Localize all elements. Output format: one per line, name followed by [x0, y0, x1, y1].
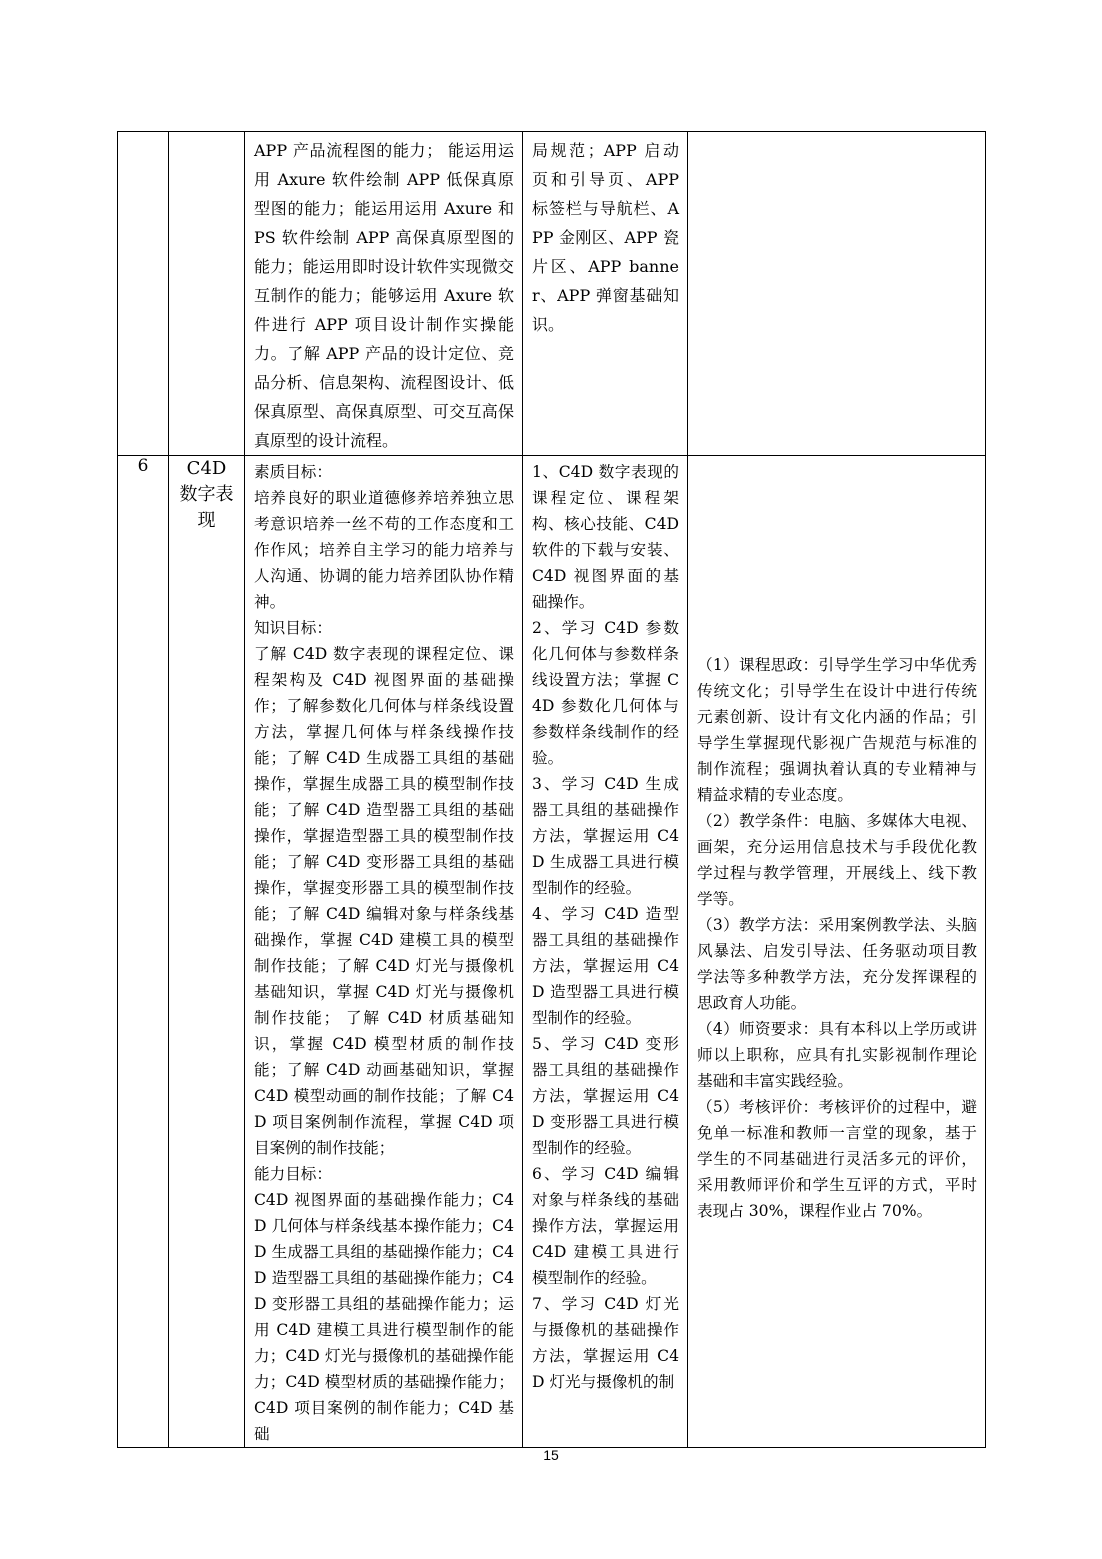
course-number: 6: [137, 456, 149, 476]
number-cell: [118, 456, 169, 1448]
content-cell: [523, 132, 688, 456]
page-number: 15: [543, 1447, 559, 1463]
table-row: [118, 132, 986, 456]
content-text: 局规范；APP 启动页和引导页、APP 标签栏与导航栏、APP 金刚区、APP 瓷片区、APP banner、APP 弹窗基础知识。: [532, 141, 679, 334]
content-cell: [523, 456, 688, 1448]
objectives-cell: [245, 456, 523, 1448]
requirements-text: [688, 132, 985, 136]
requirements-cell: [688, 132, 986, 456]
course-name-cell: [169, 456, 245, 1448]
course-name: C4D 数字表现: [179, 458, 234, 531]
objectives-text: 素质目标： 培养良好的职业道德修养培养独立思考意识培养一丝不苟的工作态度和工作作风；培养自主学习的能力培养与人沟通、协调的能力培养团队协作精神。 知识目标： 了解 C4D 数字表现的课程定位、课程架构及 C4D 视图界面的基础操作；了解参数化几何体与样条线设置方法，掌握几何体与样条线操作技能；了解 C4D 生成器工具组的基础操作，掌握生成器工具的模型制作技能；了解 C4D 造型器工具组的基础操作，掌握造型器工具的模型制作技能；了解 C4D 变形器工具组的基础操作，掌握变形器工具的模型制作技能；了解 C4D 编辑对象与样条线基础操作，掌握 C4D 建模工具的模型制作技能；了解 C4D 灯光与摄像机基础知识，掌握 C4D 灯光与摄像机制作技能； 了解 C4D 材质基础知识，掌握 C4D 模型材质的制作技能；了解 C4D 动画基础知识，掌握 C4D 模型动画的制作技能；了解 C4D 项目案例制作流程，掌握 C4D 项目案例的制作技能； 能力目标： C4D 视图界面的基础操作能力；C4D 几何体与样条线基本操作能力；C4D 生成器工具组的基础操作能力；C4D 造型器工具组的基础操作能力；C4D 变形器工具组的基础操作能力；运用 C4D 建模工具进行模型制作的能力；C4D 灯光与摄像机的基础操作能力；C4D 模型材质的基础操作能力；C4D 项目案例的制作能力；C4D 基础: [254, 463, 514, 1443]
table-row: [118, 456, 986, 1448]
number-cell: [118, 132, 169, 456]
course-table: [117, 131, 986, 1448]
course-name-cell: [169, 132, 245, 456]
objectives-text: APP 产品流程图的能力； 能运用运用 Axure 软件绘制 APP 低保真原型图的能力；能运用运用 Axure 和 PS 软件绘制 APP 高保真原型图的能力；能运用即时设计软件实现微交互制作的能力；能够运用 Axure 软件进行 APP 项目设计制作实操能力。了解 APP 产品的设计定位、竞品分析、信息架构、流程图设计、低保真原型、高保真原型、可交互高保真原型的设计流程。: [254, 141, 514, 450]
objectives-cell: [245, 132, 523, 456]
requirements-cell: [688, 456, 986, 1448]
content-text: 1、C4D 数字表现的课程定位、课程架构、核心技能、C4D 软件的下载与安装、C4D 视图界面的基础操作。 2、学习 C4D 参数化几何体与参数样条线设置方法；掌握 C4D 参数化几何体与参数样条线制作的经验。 3、学习 C4D 生成器工具组的基础操作方法，掌握运用 C4D 生成器工具进行模型制作的经验。 4、学习 C4D 造型器工具组的基础操作方法，掌握运用 C4D 造型器工具进行模型制作的经验。 5、学习 C4D 变形器工具组的基础操作方法，掌握运用 C4D 变形器工具进行模型制作的经验。 6、学习 C4D 编辑对象与样条线的基础操作方法，掌握运用 C4D 建模工具进行模型制作的经验。 7、学习 C4D 灯光与摄像机的基础操作方法，掌握运用 C4D 灯光与摄像机的制: [532, 463, 679, 1391]
requirements-text: （1）课程思政：引导学生学习中华优秀传统文化；引导学生在设计中进行传统元素创新、设计有文化内涵的作品；引导学生掌握现代影视广告规范与标准的制作流程；强调执着认真的专业精神与精益求精的专业态度。 （2）教学条件：电脑、多媒体大电视、画架，充分运用信息技术与手段优化教学过程与教学管理，开展线上、线下教学等。 （3）教学方法：采用案例教学法、头脑风暴法、启发引导法、任务驱动项目教学法等多种教学方法，充分发挥课程的思政育人功能。 （4）师资要求：具有本科以上学历或讲师以上职称，应具有扎实影视制作理论基础和丰富实践经验。 （5）考核评价：考核评价的过程中，避免单一标准和教师一言堂的现象，基于学生的不同基础进行灵活多元的评价，采用教师评价和学生互评的方式，平时表现占 30%，课程作业占 70%。: [697, 656, 977, 1220]
